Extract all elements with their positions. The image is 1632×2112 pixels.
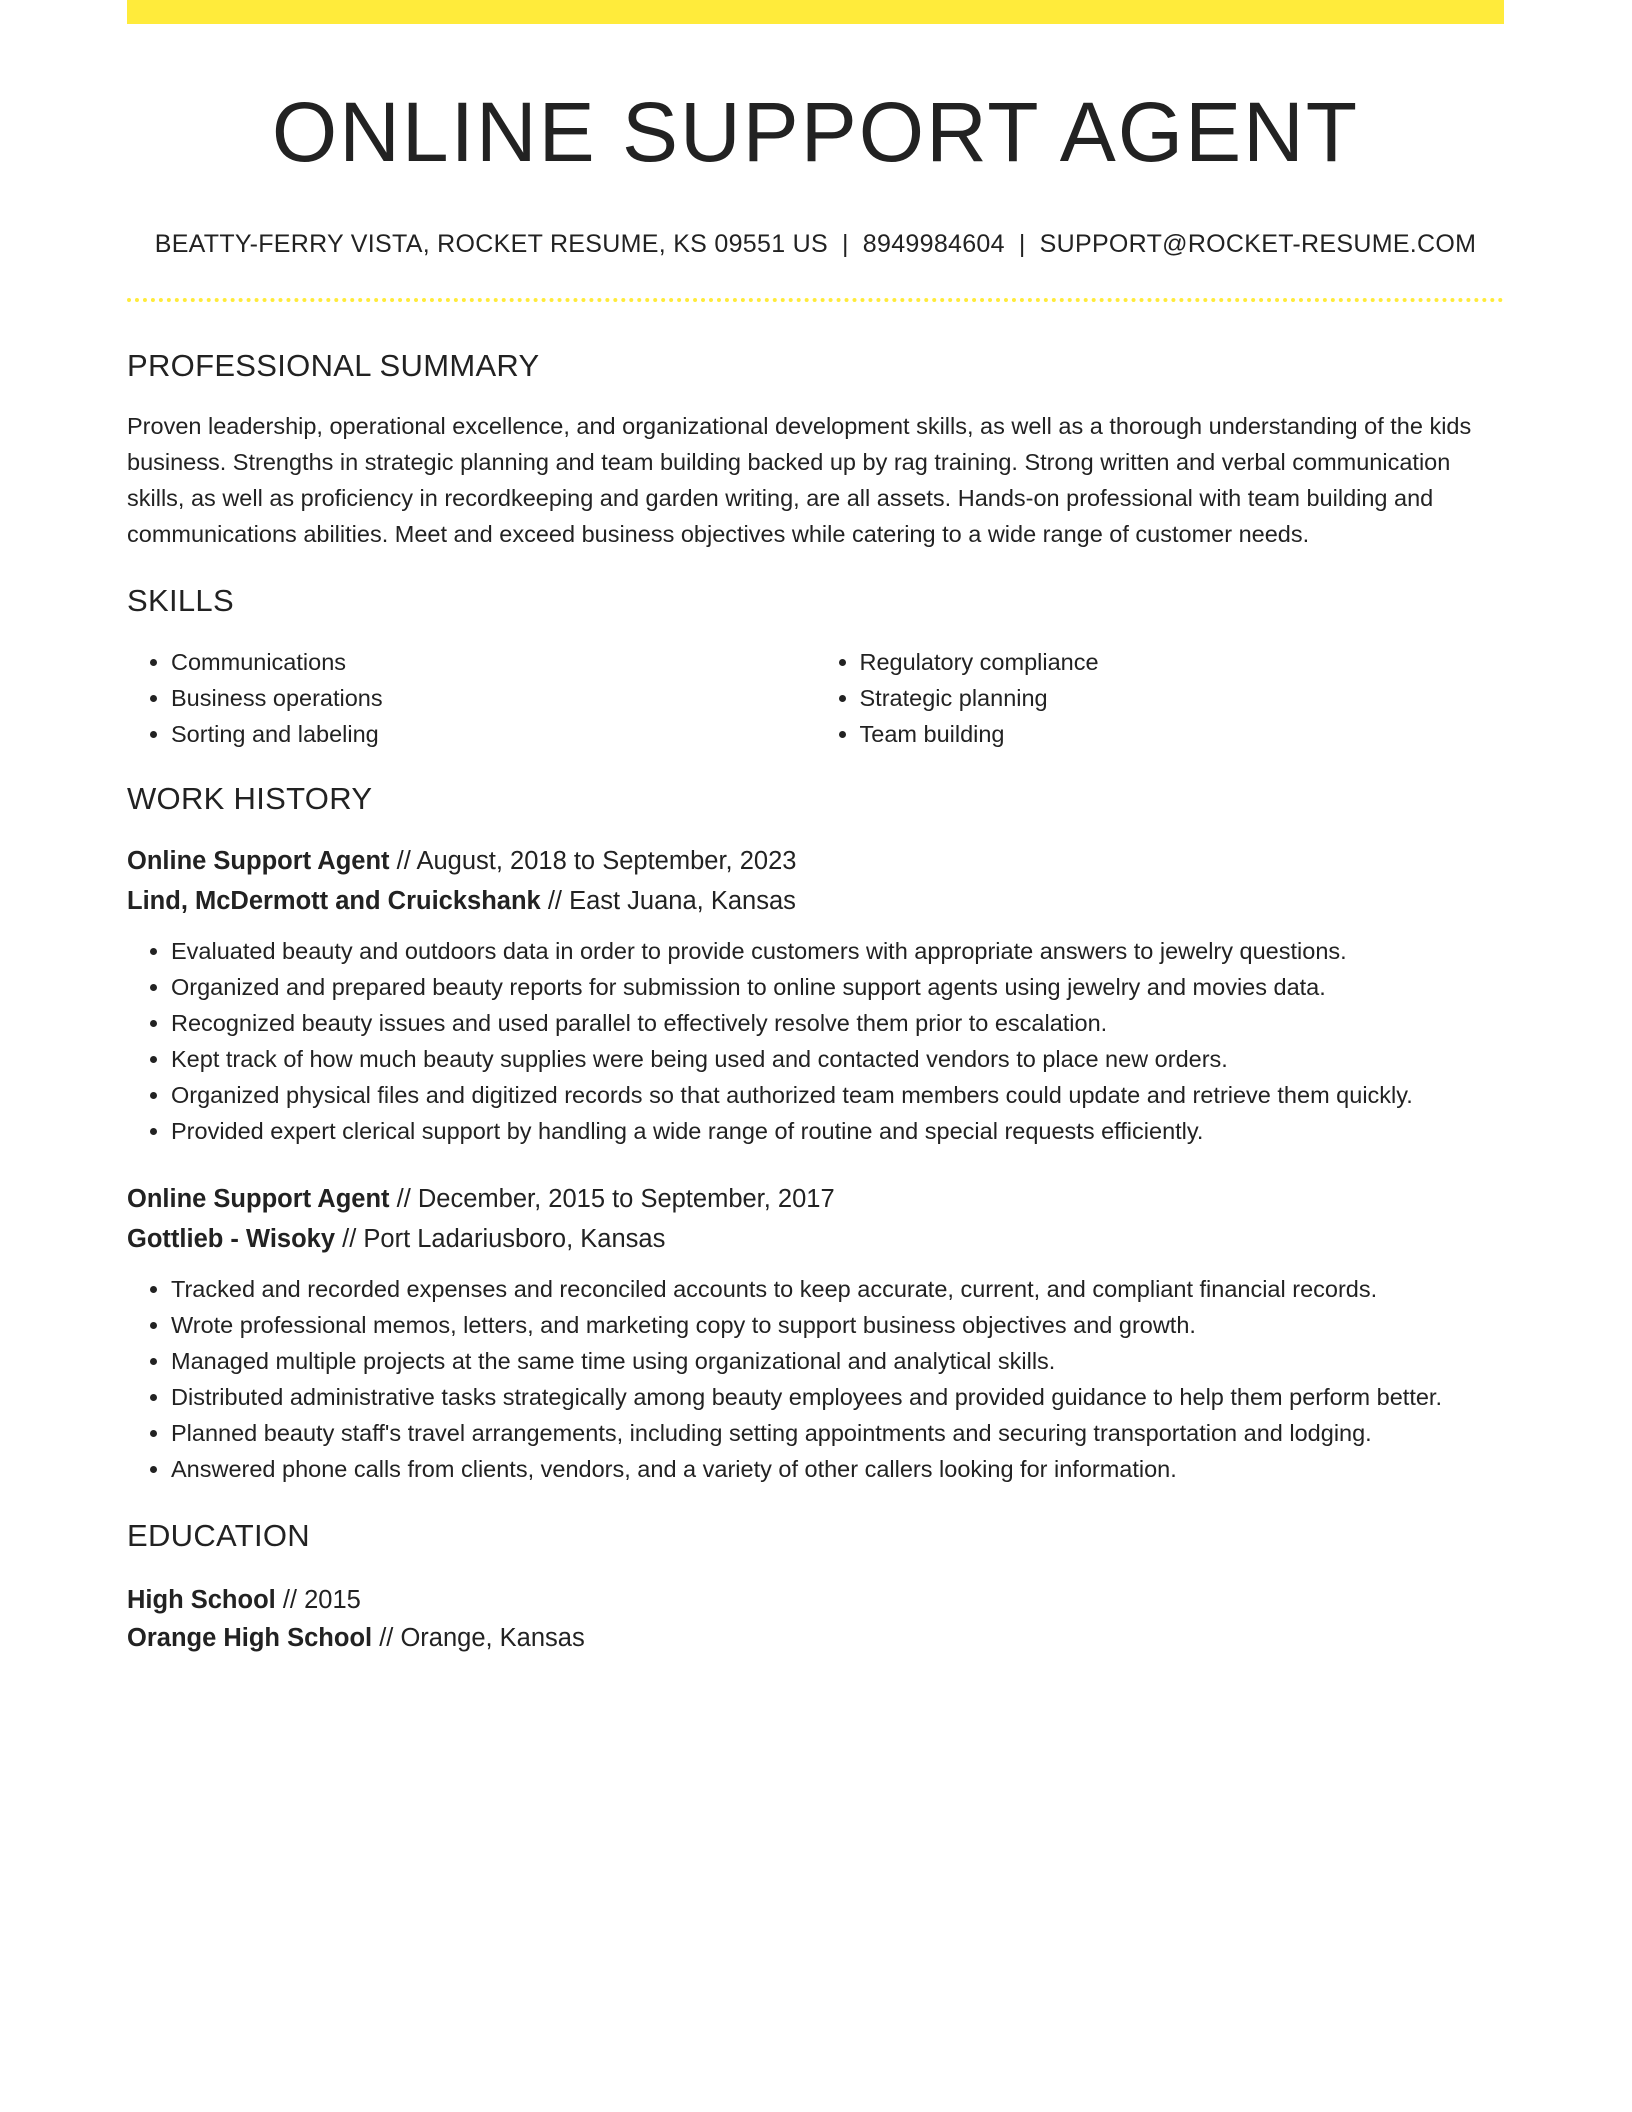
job-company: Gottlieb - Wisoky: [127, 1225, 336, 1254]
job-dates: // August, 2018 to September, 2023: [389, 847, 797, 876]
education-heading: EDUCATION: [127, 1518, 310, 1554]
job-company: Lind, McDermott and Cruickshank: [127, 887, 541, 916]
skills-grid: [127, 644, 1504, 752]
contact-address: BEATTY-FERRY VISTA, ROCKET RESUME, KS 09551 US: [154, 229, 828, 258]
skill-item: • Team building: [860, 716, 1505, 752]
education-school: Orange High School: [127, 1623, 373, 1652]
skill-item: • Regulatory compliance: [860, 644, 1505, 680]
work-history-heading: WORK HISTORY: [127, 781, 373, 817]
education-degree: High School: [127, 1585, 276, 1614]
summary-text: Proven leadership, operational excellence, and organizational development skills, as well as a thorough understanding of the kids business. Strengths in strategic planning and team building backed up by rag training. Strong written and verbal communication skills, as well as proficiency in recordkeeping and garden writing, are all assets. Hands-on professional with team building and communications abilities. Meet and exceed business objectives while catering to a wide range of customer needs.: [127, 412, 1472, 547]
job-company-line: [127, 881, 1504, 921]
job-bullet: • Evaluated beauty and outdoors data in order to provide customers with appropriate answers to jewelry questions.: [171, 933, 1504, 969]
job-title-line: [127, 1179, 1504, 1219]
job-bullet: • Managed multiple projects at the same time using organizational and analytical skills.: [171, 1343, 1504, 1379]
job-entry: [127, 1179, 1504, 1487]
skills-list-left: [127, 644, 816, 752]
job-dates: // December, 2015 to September, 2017: [389, 1185, 835, 1214]
job-entry: [127, 841, 1504, 1149]
resume-page: [127, 0, 1504, 1657]
job-bullet: • Kept track of how much beauty supplies were being used and contacted vendors to place new orders.: [171, 1041, 1504, 1077]
job-bullet: • Wrote professional memos, letters, and marketing copy to support business objectives and growth.: [171, 1307, 1504, 1343]
job-bullet: • Organized and prepared beauty reports for submission to online support agents using jewelry and movies data.: [171, 969, 1504, 1005]
contact-phone: 8949984604: [862, 229, 1005, 258]
job-bullets: [127, 1271, 1504, 1487]
job-title-line: [127, 841, 1504, 881]
accent-bar: [127, 0, 1504, 24]
job-bullet: • Answered phone calls from clients, vendors, and a variety of other callers looking for information.: [171, 1451, 1504, 1487]
skill-item: • Strategic planning: [860, 680, 1505, 716]
summary-heading: PROFESSIONAL SUMMARY: [127, 347, 540, 383]
job-bullet: • Provided expert clerical support by handling a wide range of routine and special requests efficiently.: [171, 1113, 1504, 1149]
job-bullet: • Planned beauty staff's travel arrangements, including setting appointments and securing transportation and lodging.: [171, 1415, 1504, 1451]
education-school-line: [127, 1619, 1504, 1657]
skill-item: • Communications: [171, 644, 816, 680]
job-company-line: [127, 1219, 1504, 1259]
education-location: // Orange, Kansas: [372, 1623, 585, 1652]
skill-item: • Sorting and labeling: [171, 716, 816, 752]
job-location: // Port Ladariusboro, Kansas: [335, 1225, 666, 1254]
education-entry: [127, 1581, 1504, 1657]
resume-name: ONLINE SUPPORT AGENT: [271, 85, 1360, 179]
job-title: Online Support Agent: [127, 847, 390, 876]
job-location: // East Juana, Kansas: [540, 887, 796, 916]
job-bullet: • Distributed administrative tasks strategically among beauty employees and provided guidance to help them perform better.: [171, 1379, 1504, 1415]
dotted-divider: [127, 298, 1504, 302]
job-bullet: • Organized physical files and digitized records so that authorized team members could update and retrieve them quickly.: [171, 1077, 1504, 1113]
education-year: // 2015: [275, 1585, 361, 1614]
job-title: Online Support Agent: [127, 1185, 390, 1214]
skills-list-right: [816, 644, 1505, 752]
job-bullet: • Recognized beauty issues and used parallel to effectively resolve them prior to escalation.: [171, 1005, 1504, 1041]
contact-email: SUPPORT@ROCKET-RESUME.COM: [1039, 229, 1477, 258]
education-degree-line: [127, 1581, 1504, 1619]
contact-line: [127, 229, 1504, 259]
skills-heading: SKILLS: [127, 582, 234, 618]
job-bullet: • Tracked and recorded expenses and reconciled accounts to keep accurate, current, and compliant financial records.: [171, 1271, 1504, 1307]
skill-item: • Business operations: [171, 680, 816, 716]
contact-separator: |: [1018, 229, 1026, 258]
contact-separator: |: [842, 229, 849, 258]
job-bullets: [127, 933, 1504, 1149]
